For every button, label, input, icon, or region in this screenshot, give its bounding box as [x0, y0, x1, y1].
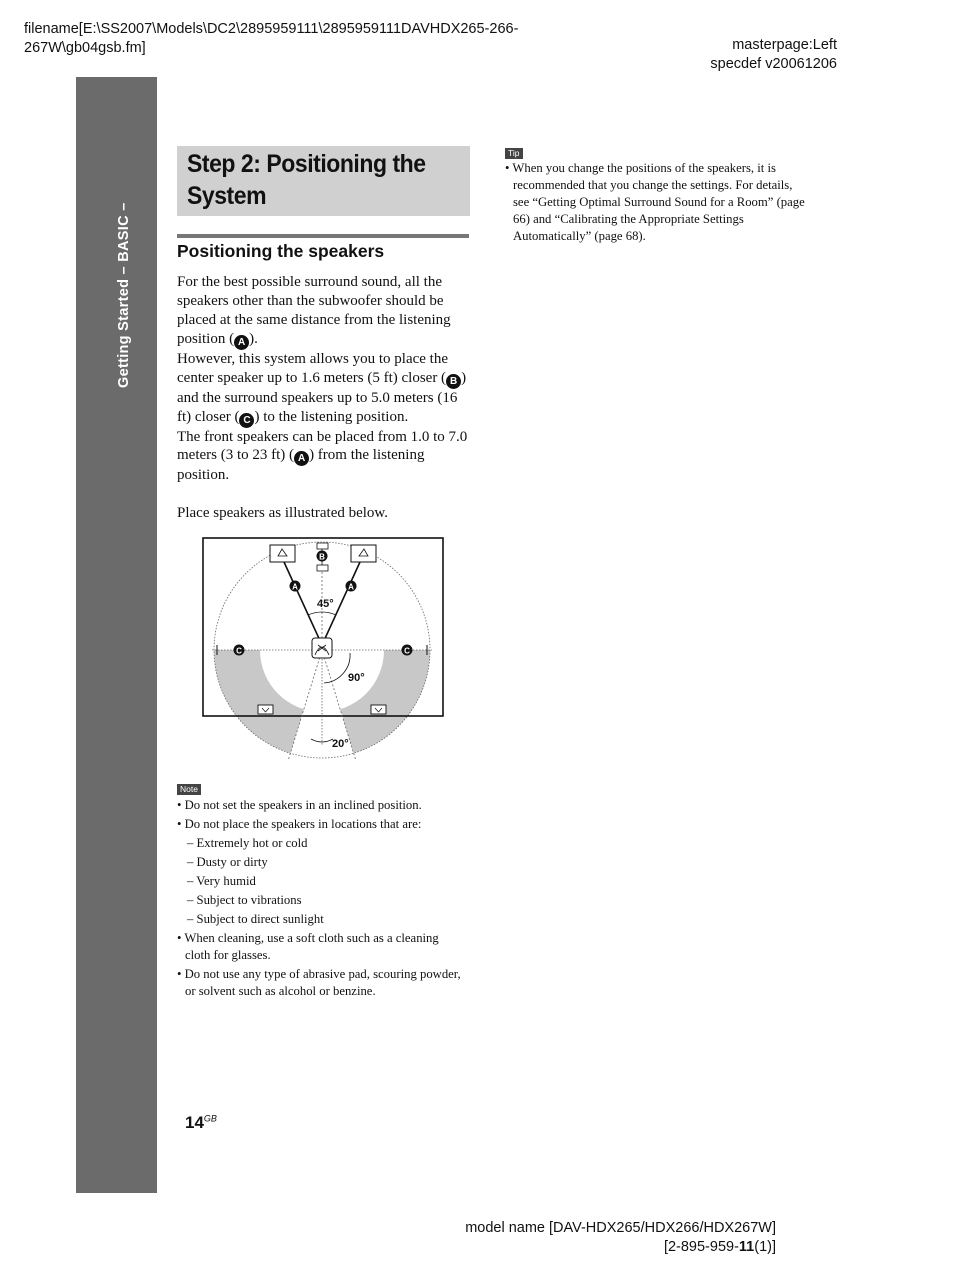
- paragraph-2: However, this system allows you to place the center speaker up to 1.6 meters (5 ft) closer ( B ) and the surround speakers up to 5.0 meters (16 ft) closer ( C ) to the listening position.: [177, 350, 467, 426]
- front-right-speaker: [351, 545, 376, 562]
- note-item: • Do not place the speakers in locations that are:: [177, 817, 422, 831]
- label-c-left-badge: [234, 645, 245, 656]
- marker-c: C: [239, 413, 254, 428]
- model-name: model name [DAV-HDX265/HDX266/HDX267W]: [465, 1220, 776, 1236]
- angle-90-label: 90°: [348, 672, 365, 684]
- tip-text: • When you change the positions of the speakers, it is recommended that you change the settings. For details, see “Getting Optimal Surround Sound for a Room” (page 66) and “Calibrating the Appropriate Settings Automatically” (page 68).: [505, 161, 805, 243]
- label-c-right-badge: [402, 645, 413, 656]
- page-number: $14^{GB}$: [185, 1113, 217, 1132]
- note-item: • Do not set the speakers in an inclined position.: [177, 798, 422, 812]
- speaker-placement-diagram: [200, 535, 446, 761]
- note-list: [177, 797, 467, 1002]
- part-code: [2-895-959-11(1)]: [663, 1239, 776, 1255]
- tip-badge: Tip: [505, 148, 523, 159]
- angle-45-label: 45°: [317, 598, 334, 610]
- paragraph-4: Place speakers as illustrated below.: [177, 505, 389, 522]
- marker-a: A: [234, 335, 249, 350]
- svg-text:B: B: [319, 552, 325, 562]
- header-masterpage: [710, 36, 837, 74]
- marker-b: B: [446, 374, 461, 389]
- svg-text:A: A: [292, 582, 298, 592]
- surround-right-speaker: [371, 705, 386, 714]
- section-subheading: Positioning the speakers: [177, 241, 385, 261]
- surround-left-speaker: [258, 705, 273, 714]
- masterpage-label: masterpage:Left: [732, 37, 837, 53]
- note-subitem: – Dusty or dirty: [187, 855, 268, 869]
- note-subitem: – Extremely hot or cold: [187, 836, 308, 850]
- note-subitem: – Subject to direct sunlight: [187, 912, 324, 926]
- body-paragraphs: [177, 273, 472, 523]
- svg-text:A: A: [348, 582, 354, 592]
- note-badge: Note: [177, 784, 201, 795]
- svg-text:C: C: [236, 646, 242, 656]
- section-rule: [177, 234, 469, 238]
- page-title: [187, 148, 435, 212]
- title-line-2: System: [187, 182, 267, 210]
- note-item: • Do not use any type of abrasive pad, scouring powder, or solvent such as alcohol or benzine.: [177, 967, 461, 998]
- sidebar-label: Getting Started – BASIC –: [116, 202, 132, 388]
- angle-20-label: 20°: [332, 738, 349, 750]
- paragraph-3: The front speakers can be placed from 1.0 to 7.0 meters (3 to 23 ft) ( A ) from the listening position.: [177, 428, 468, 484]
- note-subitem: – Subject to vibrations: [187, 893, 302, 907]
- label-a-left-badge: [290, 581, 301, 592]
- paragraph-1: For the best possible surround sound, all the speakers other than the subwoofer should be placed at the same distance from the listening position ( A ).: [177, 274, 451, 348]
- front-left-speaker: [270, 545, 295, 562]
- step-title-box: [177, 146, 470, 216]
- listener: [312, 638, 332, 658]
- header-filename: [24, 20, 544, 58]
- filename-line-2: 267W\gb04gsb.fm]: [24, 40, 146, 56]
- label-a-right-badge: [346, 581, 357, 592]
- note-item: • When cleaning, use a soft cloth such as a cleaning cloth for glasses.: [177, 931, 439, 962]
- title-line-1: Step 2: Positioning the: [187, 150, 426, 178]
- footer-model: [465, 1219, 776, 1257]
- marker-a: A: [294, 451, 309, 466]
- label-b-badge: [317, 551, 328, 562]
- specdef-label: specdef v20061206: [710, 56, 837, 72]
- filename-line-1: filename[E:\SS2007\Models\DC2\2895959111\2895959111DAVHDX265-266-: [24, 21, 519, 37]
- note-subitem: – Very humid: [187, 874, 256, 888]
- svg-text:C: C: [404, 646, 410, 656]
